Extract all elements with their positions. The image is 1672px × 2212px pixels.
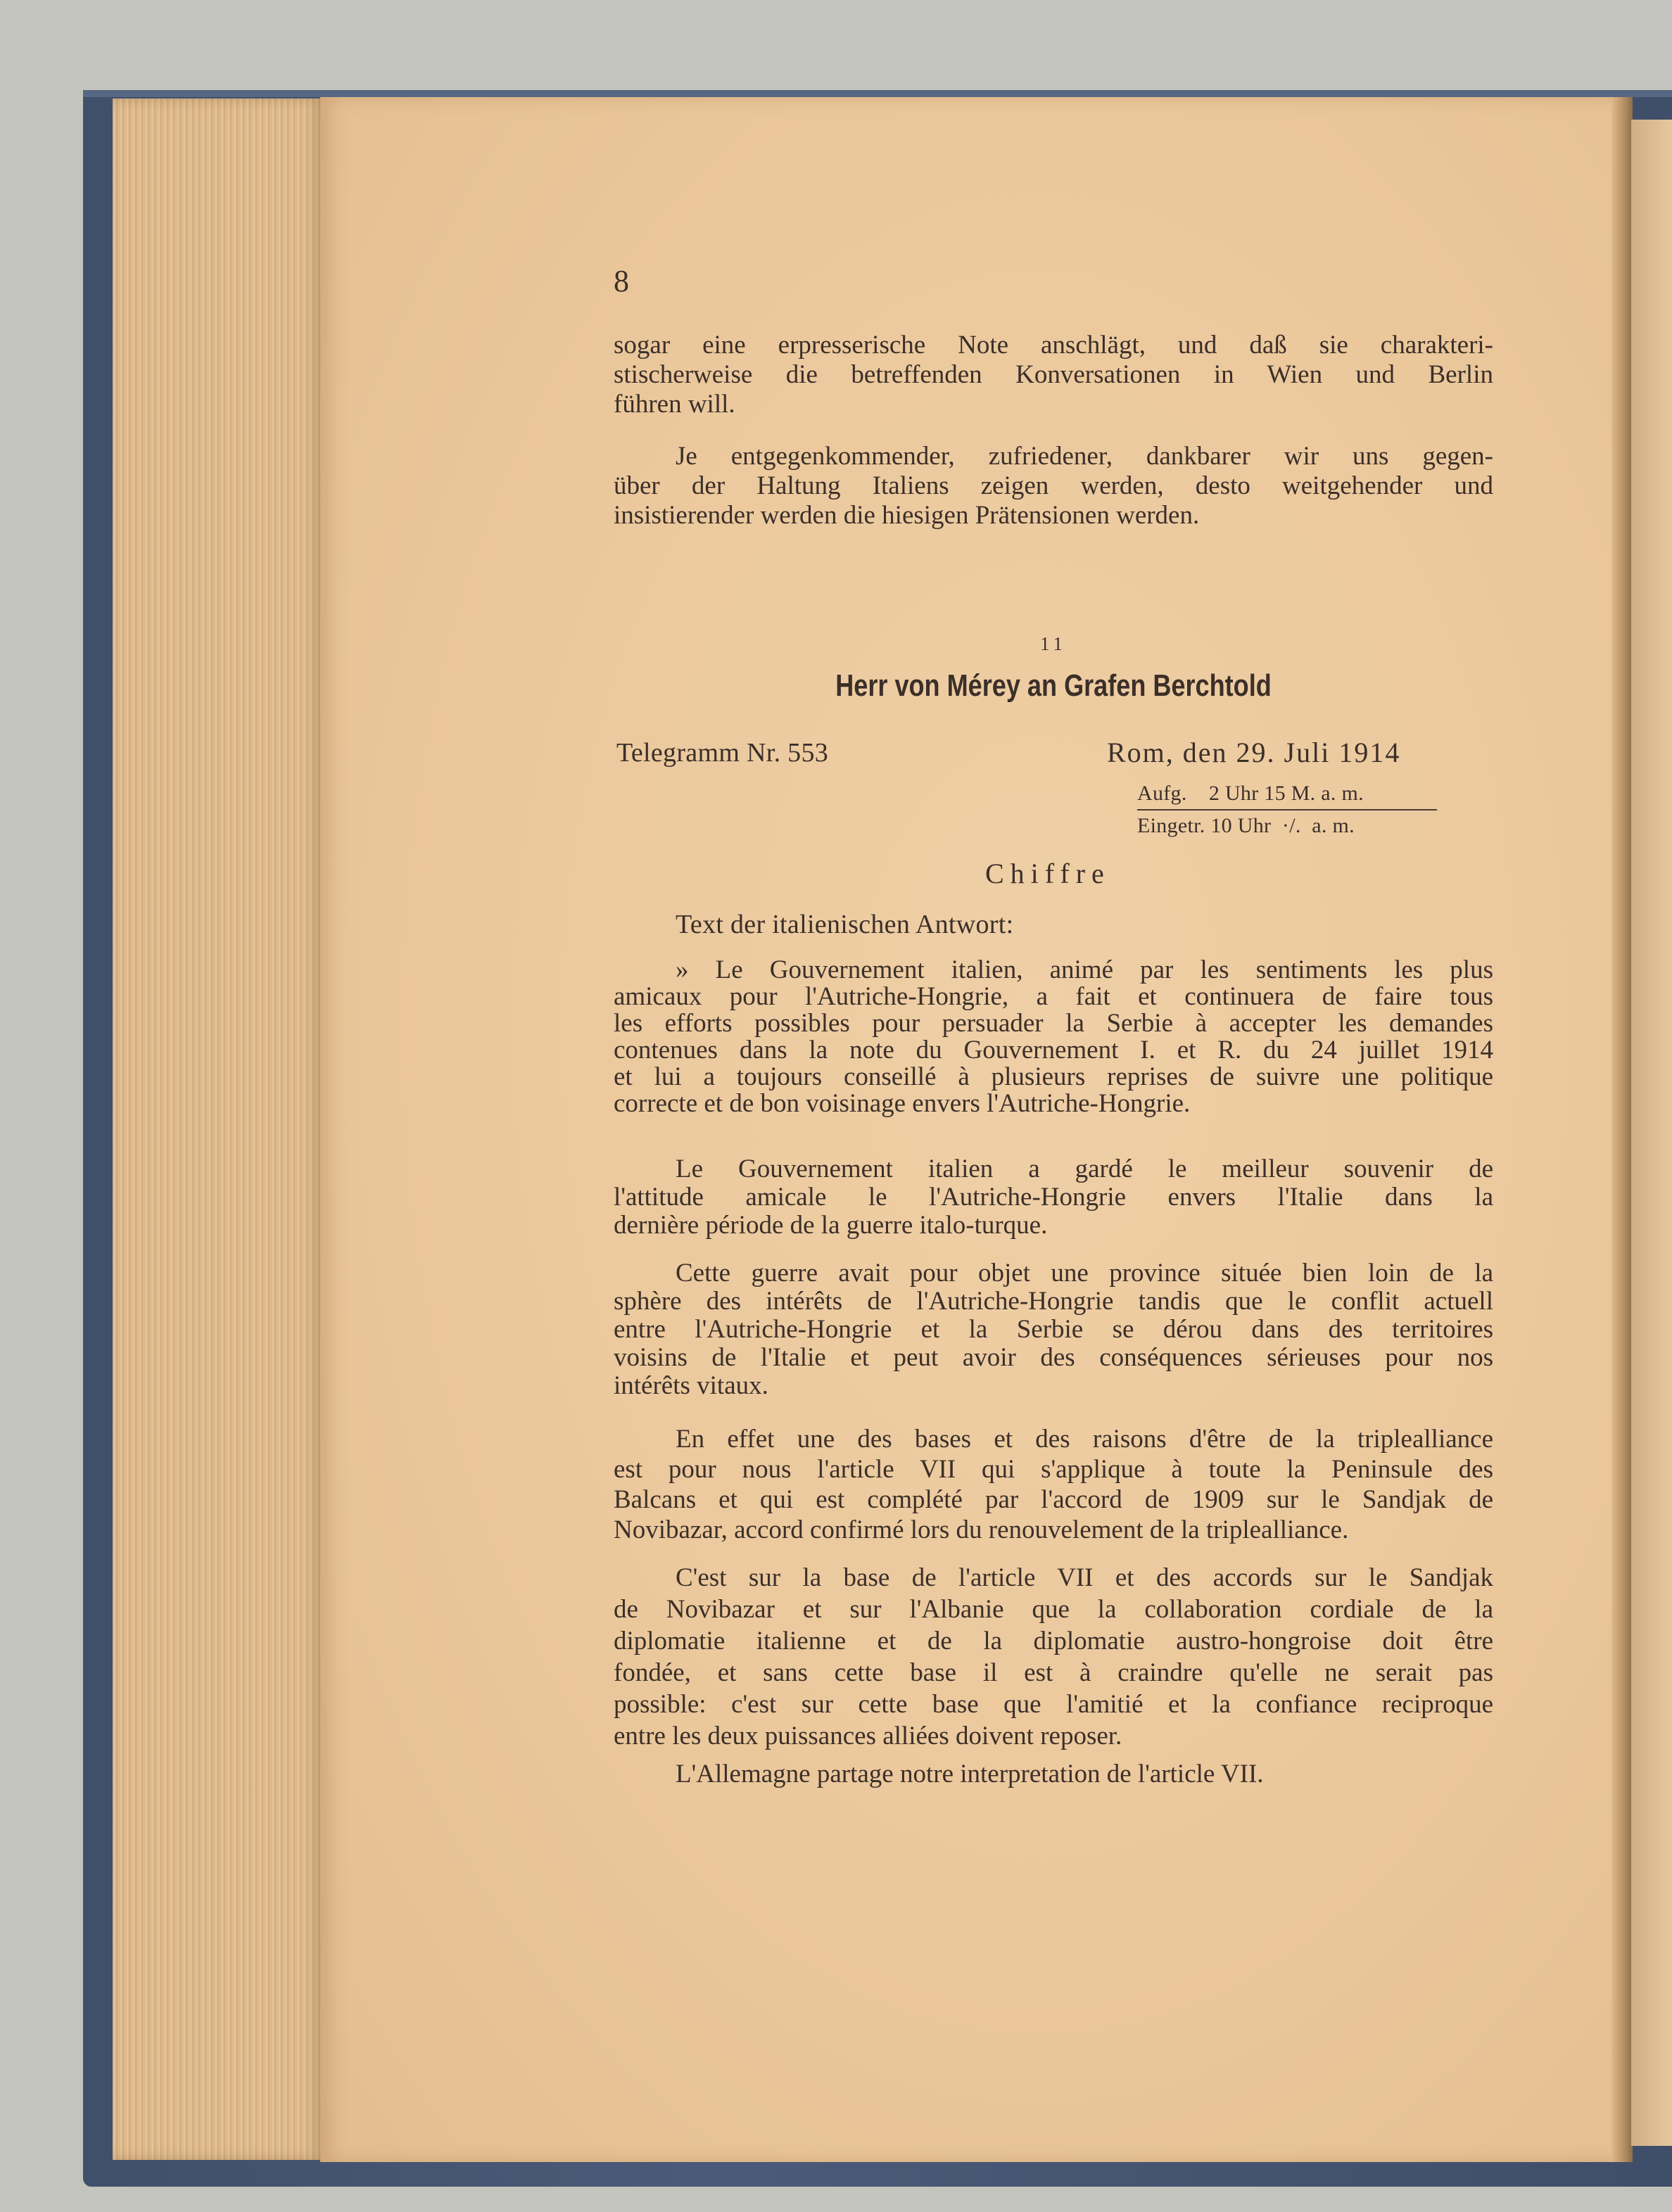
sent-time: Aufg. 2 Uhr 15 M. a. m. [1137,782,1364,805]
text-line: Novibazar, accord confirmé lors du renouvelement de la triplealliance. [614,1515,1349,1544]
document-heading: Herr von Mérey an Grafen Berchtold [835,668,1272,703]
received-time: Eingetr. 10 Uhr ·/. a. m. [1137,814,1355,837]
text-line: voisins de l'Italie et peut avoir des conséquences sérieuses pour nos [614,1343,1493,1372]
text-line: Le Gouvernement italien a gardé le meilleur souvenir de [676,1155,1493,1183]
text-line: sogar eine erpresserische Note anschlägt, und daß sie charakteri- [614,331,1493,360]
text-line: Cette guerre avait pour objet une province située bien loin de la [676,1259,1493,1288]
text-line: L'Allemagne partage notre interpretation de l'article VII. [676,1760,1264,1788]
text-line: et lui a toujours conseillé à plusieurs reprises de suivre une politique [614,1062,1493,1091]
text-line: correcte et de bon voisinage envers l'Autriche-Hongrie. [614,1089,1191,1118]
time-divider [1137,809,1437,811]
french-paragraph-4 [614,1424,1493,1545]
page-stack [113,98,324,2160]
paragraph-2 [614,442,1493,530]
text-line: les efforts possibles pour persuader la Serbie à accepter les demandes [614,1009,1493,1038]
text-line: Balcans et qui est complété par l'accord de 1909 sur le Sandjak de [614,1485,1493,1514]
text-line: dernière période de la guerre italo-turque. [614,1211,1048,1240]
text-line: Je entgegenkommender, zufriedener, dankbarer wir uns gegen- [676,442,1493,471]
text-line: insistierender werden die hiesigen Prätensionen werden. [614,501,1200,530]
french-paragraph-3 [614,1259,1493,1400]
text-line: führen will. [614,390,735,419]
french-paragraph-1 [614,957,1493,1117]
text-line: intérêts vitaux. [614,1371,768,1400]
text-line: sphère des intérêts de l'Autriche-Hongrie tandis que le conflit actuell [614,1287,1493,1316]
place-date: Rom, den 29. Juli 1914 [1107,737,1401,768]
text-line: entre l'Autriche-Hongrie et la Serbie se dérou dans des territoires [614,1315,1493,1344]
cipher-label: Chiffre [985,858,1110,889]
text-line: fondée, et sans cette base il est à craindre qu'elle ne serait pas [614,1658,1493,1687]
text-line: est pour nous l'article VII qui s'applique à toute la Peninsule des [614,1455,1493,1484]
text-line: über der Haltung Italiens zeigen werden, desto weitgehender und [614,471,1493,500]
text-line: » Le Gouvernement italien, animé par les sentiments les plus [676,955,1493,984]
text-line: diplomatie italienne et de la diplomatie austro-hongroise doit être [614,1627,1493,1655]
paragraph-1 [614,331,1493,419]
french-paragraph-6 [614,1760,1493,1788]
text-line: C'est sur la base de l'article VII et des accords sur le Sandjak [676,1563,1493,1592]
french-paragraph-2 [614,1155,1493,1240]
french-paragraph-5 [614,1562,1493,1752]
text-line: l'attitude amicale le l'Autriche-Hongrie envers l'Italie dans la [614,1183,1493,1212]
page-number: 8 [614,264,630,298]
text-line: En effet une des bases et des raisons d'être de la triplealliance [676,1425,1493,1454]
text-line: entre les deux puissances alliées doivent reposer. [614,1722,1122,1750]
book-gutter [1611,97,1633,2162]
text-line: contenues dans la note du Gouvernement I. et R. du 24 juillet 1914 [614,1036,1493,1064]
text-line: amicaux pour l'Autriche-Hongrie, a fait et continuera de faire tous [614,982,1493,1011]
text-line: de Novibazar et sur l'Albanie que la collaboration cordiale de la [614,1595,1493,1624]
document-number: 11 [1040,633,1067,654]
text-line: possible: c'est sur cette base que l'amitié et la confiance reciproque [614,1690,1493,1719]
facing-page-edge [1631,120,1672,2146]
telegram-label: Telegramm Nr. 553 [616,738,829,768]
intro-line: Text der italienischen Antwort: [676,910,1014,939]
cover-edge [83,90,1672,97]
text-line: stischerweise die betreffenden Konversationen in Wien und Berlin [614,360,1493,389]
